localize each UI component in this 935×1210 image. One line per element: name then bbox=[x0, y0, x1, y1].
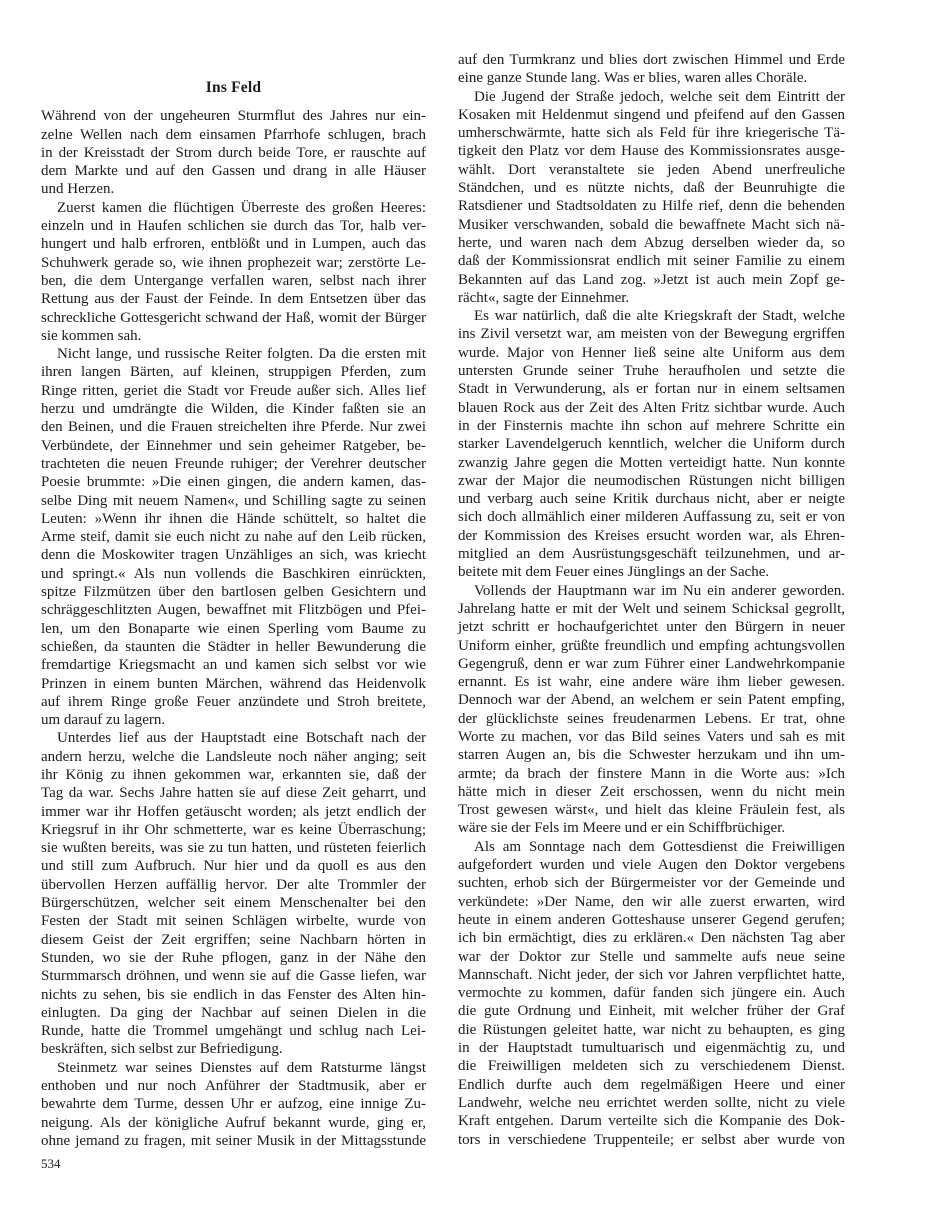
paragraph bbox=[458, 582, 845, 838]
text-line: zelne Wellen nach dem einsamen Pfarrhofe schlugen, brach bbox=[41, 126, 426, 143]
text-line: hungert und halb erfroren, entblößt und in Lumpen, auch das bbox=[41, 236, 426, 253]
text-line: andern herzu, welche die Landsleute noch näher anging; seit bbox=[41, 748, 426, 765]
text-line: vermochte zu kommen, dafür fanden sich jüngere ein. Auch bbox=[458, 985, 845, 1002]
text-line: neigung. Als der königliche Aufruf bekannt wurde, ging er, bbox=[41, 1114, 426, 1131]
text-line: fremdartige Kriegsmacht an und kamen sich selbst vor wie bbox=[41, 657, 426, 674]
text-line: untersten Grunde seiner Truhe heraufholen und setzte die bbox=[458, 363, 845, 380]
text-line: tors in verschiedene Truppenteile; er selbst aber wurde von bbox=[458, 1131, 845, 1148]
text-line: heute in einem anderen Gotteshause unserer Gegend gerufen; bbox=[458, 911, 845, 928]
text-line: und springt.« Als nun vollends die Baschkiren einrückten, bbox=[41, 565, 426, 582]
text-line: aufgefordert wurden und viele Augen den Doktor vergebens bbox=[458, 857, 845, 874]
text-line: Als am Sonntage nach dem Gottesdienst die Freiwilligen bbox=[474, 838, 845, 855]
text-line: Gegengruß, denn er war zum Führer einer Landwehrkompanie bbox=[458, 655, 845, 672]
text-line: eine ganze Stunde lang. Was er blies, waren alles Choräle. bbox=[458, 70, 808, 87]
text-line: bewahrte dem Turme, dessen Uhr er aufzog, eine innige Zu- bbox=[41, 1096, 426, 1113]
text-line: die Rüstungen geleitet hatte, war nicht zu behaupten, es ging bbox=[458, 1021, 845, 1038]
text-line: Schuhwerk gerade so, wie ihnen prophezeit war; zerstörte Le- bbox=[41, 254, 426, 271]
text-line: Tag da war. Sechs Jahre hatten sie auf diese Zeit geharrt, und bbox=[41, 785, 426, 802]
text-line: um darauf zu lagern. bbox=[41, 712, 166, 729]
text-line: Stadt in Verwunderung, als er fortan nur in einem seltsamen bbox=[458, 381, 845, 398]
text-line: ben, die dem Untergange verfallen waren, selbst nach ihrer bbox=[41, 272, 426, 289]
text-line: Musiker verschwanden, sobald die bewaffnete Macht sich nä- bbox=[458, 216, 845, 233]
text-line: auf den Turmkranz und blies dort zwischen Himmel und Erde bbox=[458, 52, 845, 68]
text-line: starren Augen an, bis die Schwester herzukam und ihn um- bbox=[458, 747, 845, 764]
text-line: len, um den Bonaparte wie einen Sperling vom Baume zu bbox=[41, 620, 426, 637]
text-line: Bürgerschützen, welcher seit einem Menschenalter bei den bbox=[41, 895, 426, 912]
text-line: Rettung aus der Faust der Feinde. In dem Entsetzen über das bbox=[41, 291, 426, 308]
text-line: Festen der Stadt mit seinen Schlägen wirbelte, wurde von bbox=[41, 913, 426, 930]
right-text-column bbox=[458, 51, 845, 1149]
paragraph bbox=[458, 51, 845, 88]
text-line: blauen Rock aus der Zeit des Alten Fritz sichtbar wurde. Auch bbox=[458, 399, 845, 416]
text-line: mitglied an dem Ausrüstungsgeschäft teilzunehmen, und ar- bbox=[458, 546, 845, 563]
text-line: der Kommission des Kreises ersucht worden war, als Ehren- bbox=[458, 527, 845, 544]
text-line: diesem Geist der Zeit ergriffen; seine Nachbarn hörten in bbox=[41, 931, 426, 948]
text-line: herzu und umdrängte die Wilden, die Kinder faßten sie an bbox=[41, 401, 426, 418]
text-line: in der Finsternis machte ihn schon auf mehrere Schritte ein bbox=[458, 417, 845, 434]
text-line: Die Jugend der Straße jedoch, welche seit dem Eintritt der bbox=[474, 88, 845, 105]
text-line: herte, und waren nach dem Abzug derselben wieder da, so bbox=[458, 234, 845, 251]
paragraph bbox=[458, 838, 845, 1149]
paragraph bbox=[458, 307, 845, 581]
text-line: schreckliche Gottesgericht schwand der Haß, womit der Bürger bbox=[41, 309, 426, 326]
paragraph bbox=[41, 345, 426, 729]
text-line: Uniform einher, grüßte freundlich und empfing achtungsvollen bbox=[458, 637, 845, 654]
text-line: Kriegsruf in ihr Ohr schmetterte, war es keine Überraschung; bbox=[41, 821, 426, 838]
text-line: Arme steif, damit sie euch nicht zu nahe auf den Leib rücken, bbox=[41, 529, 426, 546]
paragraph bbox=[458, 88, 845, 308]
text-line: denn die Moskowiter tragen Unzähliges an sich, was kriecht bbox=[41, 547, 426, 564]
text-line: Ratsdiener und Stadtsoldaten zu Hilfe rief, denn die behenden bbox=[458, 198, 845, 215]
text-line: schießen, da staunten die Städter in heller Bewunderung die bbox=[41, 638, 426, 655]
text-line: jetzt schritt er hochaufgerichtet unter den Bürgern in neuer bbox=[458, 619, 845, 636]
text-line: Ständchen, und es nützte nichts, daß der Beunruhigte die bbox=[458, 180, 845, 197]
paragraph bbox=[41, 199, 426, 345]
text-line: sich doch allmählich einer milderen Auffassung zu, seit er von bbox=[458, 509, 845, 526]
text-line: armte; da brach der finstere Mann in die Worte aus: »Ich bbox=[458, 765, 845, 782]
paragraph bbox=[41, 729, 426, 1058]
chapter-heading: Ins Feld bbox=[205, 79, 262, 96]
text-line: sie wußten bereits, was sie zu tun hatten, und rüsteten feierlich bbox=[41, 840, 426, 857]
text-line: zwar der Major die neumodischen Rüstungen nicht billigen bbox=[458, 472, 845, 489]
paragraph bbox=[41, 1059, 426, 1150]
text-line: Jahrelang hatte er mit der Welt und seinem Schicksal gegrollt, bbox=[458, 600, 845, 617]
text-line: spitze Filzmützen über den bartlosen gelben Gesichtern und bbox=[41, 584, 426, 601]
page-number: 534 bbox=[41, 1156, 61, 1171]
text-line: ihren langen Bärten, auf kleinen, struppigen Pferden, zum bbox=[41, 364, 426, 381]
text-line: war der Doktor zur Stelle und sammelte aufs neue seine bbox=[458, 948, 845, 965]
text-line: Nicht lange, und russische Reiter folgten. Da die ersten mit bbox=[57, 346, 426, 363]
text-line: schräggeschlitzten Augen, bewaffnet mit Flitzbögen und Pfei- bbox=[41, 602, 426, 619]
text-line: Es war natürlich, daß die alte Kriegskraft der Stadt, welche bbox=[474, 308, 845, 325]
text-line: Dennoch war der Abend, an welchem er sein Patent empfing, bbox=[458, 692, 845, 709]
text-line: verkündete: »Der Name, den wir alle zuerst erwarten, wird bbox=[458, 893, 845, 910]
text-line: Mannschaft. Nicht jeder, der sich vor Jahren verpflichtet hatte, bbox=[458, 966, 845, 983]
text-line: immer war ihr Hoffen getäuscht worden; als jetzt endlich der bbox=[41, 803, 426, 820]
text-line: Bekannten auf das Land zog. »Jetzt ist auch mein Zopf ge- bbox=[458, 271, 845, 288]
text-line: ernannt. Es ist wahr, eine andere wäre ihm lieber gewesen. bbox=[458, 674, 845, 691]
text-line: ohne jemand zu fragen, mit seiner Musik in der Mittagsstunde bbox=[41, 1132, 426, 1149]
text-line: beskräften, sich selbst zur Befriedigung. bbox=[41, 1041, 283, 1058]
text-line: Leuten: »Wenn ihr ihnen die Hände schüttelt, so haltet die bbox=[41, 510, 426, 527]
text-line: in der Kreisstadt der Strom durch beide Tore, er rauschte auf bbox=[41, 144, 426, 161]
text-line: Worte zu machen, vor das Bild seines Vaters und sah es mit bbox=[458, 728, 845, 745]
text-line: Sturmmarsch dröhnen, und wenn sie auf die Gasse liefen, war bbox=[41, 968, 426, 985]
text-line: ich bin ermächtigt, dies zu erklären.« Den nächsten Tag aber bbox=[458, 930, 845, 947]
text-line: Kosaken mit Heldenmut singend und pfeifend auf den Gassen bbox=[458, 106, 845, 123]
text-line: die gute Ordnung und Einheit, mit welcher früher der Graf bbox=[458, 1003, 845, 1020]
text-line: rächt«, sagte der Einnehmer. bbox=[458, 289, 630, 306]
text-line: dem Markte und auf den Gassen und drang in alle Häuser bbox=[41, 163, 426, 180]
left-text-column bbox=[41, 51, 426, 1150]
text-line: Während von der ungeheuren Sturmflut des Jahres nur ein- bbox=[41, 108, 426, 125]
text-line: auf ihrem Ringe große Feuer anzündete und Stroh breitete, bbox=[41, 693, 426, 710]
text-line: und Herzen. bbox=[41, 181, 115, 198]
text-line: einzeln und in Haufen schlichen sie durch das Tor, halb ver- bbox=[41, 218, 426, 235]
text-line: suchten, erhob sich der Bürgermeister vor der Gemeinde und bbox=[458, 875, 845, 892]
text-line: und verbarg auch seine Kritik durchaus nicht, aber er neigte bbox=[458, 491, 845, 508]
text-line: daß der Kommissionsrat endlich mit seiner Familie zu einem bbox=[458, 253, 845, 270]
text-line: Landwehr, welche neu errichtet werden sollte, nicht zu viele bbox=[458, 1094, 845, 1111]
text-line: beitete mit dem Feuer eines Jünglings an der Sache. bbox=[458, 564, 770, 581]
text-line: hätte mich in dieser Zeit erschossen, wenn du nicht mein bbox=[458, 783, 845, 800]
text-line: Poesie brummte: »Die einen gingen, die andern kamen, das- bbox=[41, 474, 426, 491]
text-line: ihr König zu ihnen gekommen war, erkannten sie, daß der bbox=[41, 766, 426, 783]
text-line: Verbündete, der Einnehmer und sein geheimer Ratgeber, be- bbox=[41, 437, 426, 454]
text-line: Trost gewesen wärst«, und hielt das kleine Fräulein fest, als bbox=[458, 802, 845, 819]
text-line: nichts zu sehen, bis sie endlich in das Fenster des Alten hin- bbox=[41, 986, 426, 1003]
text-line: umherschwärmte, hatte sich als Feld für ihre kriegerische Tä- bbox=[458, 125, 845, 142]
text-line: Zuerst kamen die flüchtigen Überreste des großen Heeres: bbox=[57, 199, 426, 216]
text-line: trachteten die neuen Freunde ruhiger; der Verehrer deutscher bbox=[41, 455, 426, 472]
text-line: in der Hauptstadt tumultuarisch und eigenmächtig zu, und bbox=[458, 1040, 845, 1057]
text-line: wurde. Major von Henner ließ seine alte Uniform aus dem bbox=[458, 344, 845, 361]
text-line: und still zum Aufbruch. Nur hier und da quoll es aus den bbox=[41, 858, 426, 875]
text-line: Kraft entgehen. Darum verteilte sich die Kompanie des Dok- bbox=[458, 1113, 845, 1130]
text-line: Steinmetz war seines Dienstes auf dem Ratsturme längst bbox=[57, 1059, 426, 1076]
text-line: Unterdes lief aus der Hauptstadt eine Botschaft nach der bbox=[57, 730, 426, 747]
text-line: den Beinen, und die Frauen streichelten ihre Pferde. Nur zwei bbox=[41, 419, 426, 436]
paragraph bbox=[41, 107, 426, 198]
text-line: die Freiwilligen meldeten sich zu verschiedenem Dienst. bbox=[458, 1058, 845, 1075]
text-line: wählt. Dort veranstaltete sie jeden Abend unerfreuliche bbox=[458, 161, 845, 178]
text-line: Stunden, wo sie der Ruhe pflogen, ganz in der Nähe den bbox=[41, 949, 426, 966]
text-line: Ringe ritten, geriet die Stadt vor Freude außer sich. Alles lief bbox=[41, 382, 426, 399]
text-line: enthoben und nur noch Anführer der Stadtmusik, aber er bbox=[41, 1078, 426, 1095]
text-line: zwanzig Jahre gegen die Motten verteidigt hatte. Nun konnte bbox=[458, 454, 845, 471]
text-line: Prinzen in einem bunten Märchen, während das Heidenvolk bbox=[41, 675, 426, 692]
text-line: sie kommen sah. bbox=[41, 327, 142, 344]
text-line: wäre sie der Fels im Meere und er ein Schiffbrüchiger. bbox=[458, 820, 786, 837]
text-line: einlugten. Da ging der Nachbar auf seinen Dielen in die bbox=[41, 1004, 426, 1021]
text-line: starker Lavendelgeruch kenntlich, welcher die Uniform durch bbox=[458, 436, 845, 453]
text-line: Runde, hatte die Trommel umgehängt und schlug nach Lei- bbox=[41, 1023, 426, 1040]
text-line: Endlich durfte auch dem regelmäßigen Heere und einer bbox=[458, 1076, 845, 1093]
text-line: der glücklichste seines freudenarmen Lebens. Er trat, ohne bbox=[458, 710, 845, 727]
text-line: tigkeit den Platz vor dem Hause des Kommissionsrates ausge- bbox=[458, 143, 845, 160]
text-line: Vollends der Hauptmann war im Nu ein anderer geworden. bbox=[474, 582, 845, 599]
text-line: selbe Ding mit neuem Namen«, und Schilling sagte zu seinen bbox=[41, 492, 426, 509]
text-line: ins Zivil versetzt war, am meisten von der Bewegung ergriffen bbox=[458, 326, 845, 343]
text-line: übervollen Herzen auffällig hervor. Der alte Trommler der bbox=[41, 876, 426, 893]
